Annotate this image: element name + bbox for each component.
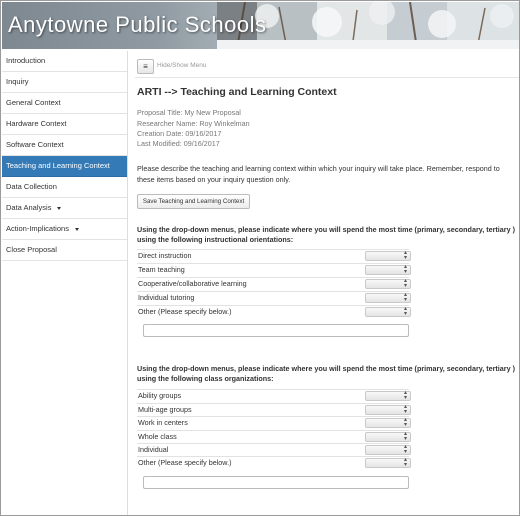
priority-select[interactable] (365, 307, 411, 317)
divider (135, 77, 519, 78)
table-row (137, 443, 409, 456)
creation-date: Creation Date: 09/16/2017 (137, 129, 222, 138)
instructional-orientation-question: Using the drop-down menus, please indicate where you will spend the most time (primary, secondary, tertiary ) using the following instructional orientations: (137, 225, 515, 244)
priority-select[interactable] (365, 405, 411, 415)
proposal-title: Proposal Title: My New Proposal (137, 108, 241, 117)
hamburger-icon[interactable]: ≡ (137, 59, 154, 74)
main-content (135, 51, 519, 516)
sidebar-item-teaching-learning-context[interactable]: Teaching and Learning Context (2, 156, 127, 177)
updown-arrows-icon: ▴ ▾ (403, 444, 407, 455)
site-title: Anytowne Public Schools (8, 12, 267, 37)
save-context-button[interactable]: Save Teaching and Learning Context (137, 194, 250, 209)
updown-arrows-icon: ▴ ▾ (403, 292, 407, 303)
sidebar-item-data-analysis[interactable] (2, 198, 127, 219)
table-row (137, 305, 409, 318)
sidebar-item-general-context[interactable]: General Context (2, 93, 127, 114)
class-organization-question: Using the drop-down menus, please indicate where you will spend the most time (primary, secondary, tertiary ) using the following class organizations: (137, 364, 515, 383)
header-banner (2, 2, 520, 49)
row-label: Other (Please specify below.) (138, 307, 232, 316)
updown-arrows-icon: ▴ ▾ (403, 264, 407, 275)
sidebar-item-hardware-context[interactable]: Hardware Context (2, 114, 127, 135)
row-label: Team teaching (138, 265, 185, 274)
row-label: Whole class (138, 432, 177, 441)
updown-arrows-icon: ▴ ▾ (403, 278, 407, 289)
row-label: Work in centers (138, 418, 188, 427)
priority-select[interactable] (365, 279, 411, 289)
caret-down-icon (75, 228, 79, 231)
sidebar-item-label: Action-Implications (6, 224, 69, 233)
table-row (137, 291, 409, 304)
page-title: ARTI --> Teaching and Learning Context (137, 86, 337, 98)
caret-down-icon (57, 207, 61, 210)
updown-arrows-icon: ▴ ▾ (403, 457, 407, 468)
hide-show-menu-label[interactable]: Hide/Show Menu (157, 62, 207, 69)
priority-select[interactable] (365, 432, 411, 442)
table-row (137, 403, 409, 416)
sidebar-item-label: Data Analysis (6, 203, 52, 212)
other-orientation-input[interactable] (143, 324, 409, 337)
last-modified: Last Modified: 09/16/2017 (137, 139, 220, 148)
sidebar-item-software-context[interactable]: Software Context (2, 135, 127, 156)
sidebar-item-inquiry[interactable]: Inquiry (2, 72, 127, 93)
updown-arrows-icon: ▴ ▾ (403, 390, 407, 401)
sidebar-item-data-collection[interactable]: Data Collection (2, 177, 127, 198)
sidebar-item-action-implications[interactable] (2, 219, 127, 240)
table-row (137, 249, 409, 262)
sidebar-nav (2, 51, 128, 516)
row-label: Individual (138, 445, 169, 454)
updown-arrows-icon: ▴ ▾ (403, 431, 407, 442)
table-row (137, 389, 409, 402)
context-description: Please describe the teaching and learning context within which your inquiry will take place. Remember, respond to these items based on your inquiry question only. (137, 164, 500, 184)
updown-arrows-icon: ▴ ▾ (403, 404, 407, 415)
priority-select[interactable] (365, 391, 411, 401)
row-label: Other (Please specify below.) (138, 458, 232, 467)
table-row (137, 416, 409, 429)
researcher-name: Researcher Name: Roy Winkelman (137, 119, 250, 128)
priority-select[interactable] (365, 458, 411, 468)
priority-select[interactable] (365, 265, 411, 275)
sidebar-item-introduction[interactable]: Introduction (2, 51, 127, 72)
row-label: Cooperative/collaborative learning (138, 279, 247, 288)
table-row (137, 456, 409, 469)
priority-select[interactable] (365, 293, 411, 303)
row-label: Individual tutoring (138, 293, 195, 302)
row-label: Multi-age groups (138, 405, 192, 414)
priority-select[interactable] (365, 251, 411, 261)
priority-select[interactable] (365, 418, 411, 428)
sidebar-item-close-proposal[interactable]: Close Proposal (2, 240, 127, 261)
updown-arrows-icon: ▴ ▾ (403, 250, 407, 261)
updown-arrows-icon: ▴ ▾ (403, 417, 407, 428)
row-label: Direct instruction (138, 251, 192, 260)
priority-select[interactable] (365, 445, 411, 455)
table-row (137, 277, 409, 290)
other-organization-input[interactable] (143, 476, 409, 489)
row-label: Ability groups (138, 391, 182, 400)
table-row (137, 263, 409, 276)
updown-arrows-icon: ▴ ▾ (403, 306, 407, 317)
table-row (137, 430, 409, 443)
